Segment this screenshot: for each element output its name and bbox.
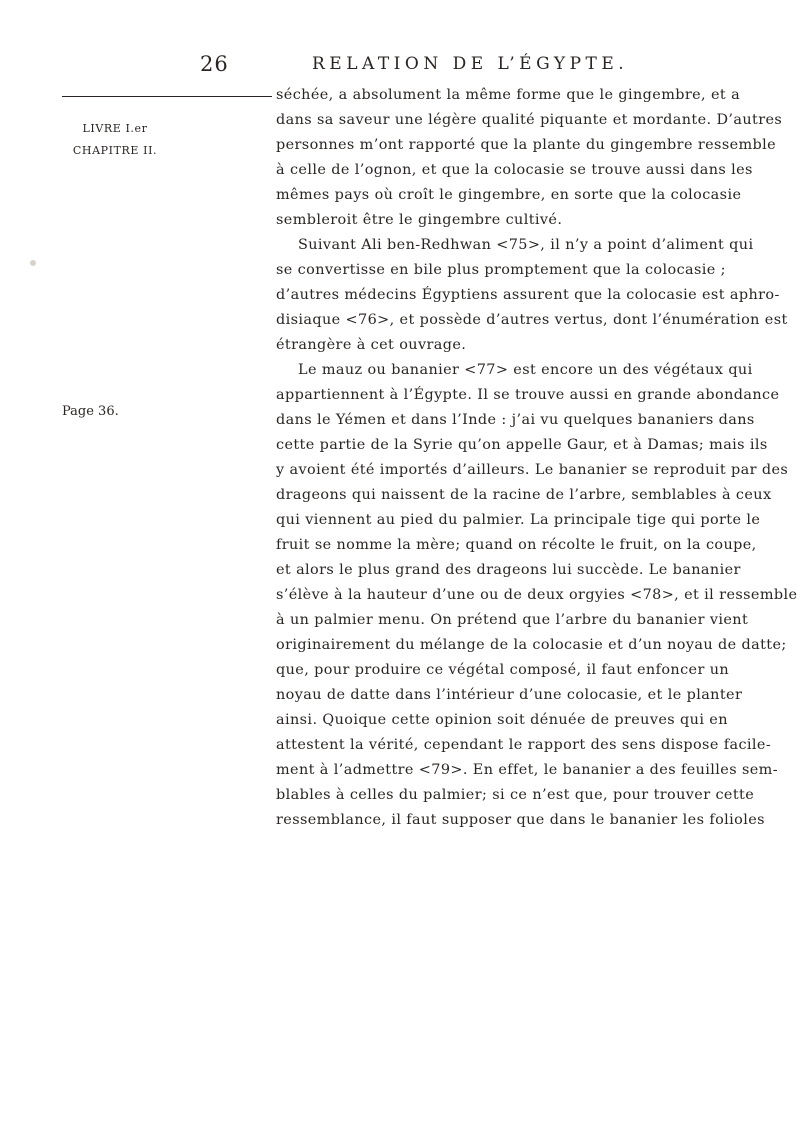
text-line: et alors le plus grand des drageons lui succède. Le bananier [276, 562, 741, 578]
text-line: sembleroit être le gingembre cultivé. [276, 212, 563, 228]
body-text [276, 83, 798, 833]
text-line: fruit se nomme la mère; quand on récolte le fruit, on la coupe, [276, 537, 757, 553]
margin-chapter-note [60, 118, 170, 162]
text-line: personnes m’ont rapporté que la plante du gingembre ressemble [276, 137, 777, 153]
chapter-label: CHAPITRE II. [72, 144, 158, 157]
text-line: mêmes pays où croît le gingembre, en sorte que la colocasie [276, 187, 742, 203]
text-line: que, pour produire ce végétal composé, il faut enfoncer un [276, 662, 730, 678]
text-line: s’élève à la hauteur d’une ou de deux orgyies <78>, et il ressemble [276, 587, 798, 603]
text-line: à un palmier menu. On prétend que l’arbre du bananier vient [276, 612, 749, 628]
text-line: étrangère à cet ouvrage. [276, 337, 467, 353]
running-title: RELATION DE L’ÉGYPTE. [312, 54, 629, 74]
margin-page-reference: Page 36. [62, 404, 119, 419]
text-line: y avoient été importés d’ailleurs. Le bananier se reproduit par des [276, 462, 789, 478]
text-line: drageons qui naissent de la racine de l’arbre, semblables à ceux [276, 487, 772, 503]
text-line: blables à celles du palmier; si ce n’est que, pour trouver cette [276, 787, 755, 803]
text-line: ainsi. Quoique cette opinion soit dénuée de preuves qui en [276, 712, 728, 728]
text-line: d’autres médecins Égyptiens assurent que la colocasie est aphro- [276, 287, 780, 303]
text-line: séchée, a absolument la même forme que le gingembre, et a [276, 87, 741, 103]
text-line: attestent la vérité, cependant le rapport des sens dispose facile- [276, 737, 772, 753]
margin-rule [62, 96, 272, 97]
text-line: originairement du mélange de la colocasie et d’un noyau de datte; [276, 637, 787, 653]
text-line: noyau de datte dans l’intérieur d’une colocasie, et le planter [276, 687, 743, 703]
text-line: ressemblance, il faut supposer que dans le bananier les folioles [276, 812, 765, 828]
text-line: Le mauz ou bananier <77> est encore un des végétaux qui [298, 362, 753, 378]
text-line: appartiennent à l’Égypte. Il se trouve aussi en grande abondance [276, 387, 780, 403]
text-line: ment à l’admettre <79>. En effet, le bananier a des feuilles sem- [276, 762, 778, 778]
book-label: LIVRE I.er [82, 122, 148, 135]
text-line: dans sa saveur une légère qualité piquante et mordante. D’autres [276, 112, 783, 128]
text-line: disiaque <76>, et possède d’autres vertus, dont l’énumération est [276, 312, 788, 328]
page-header [200, 52, 640, 82]
text-line: à celle de l’ognon, et que la colocasie se trouve aussi dans les [276, 162, 753, 178]
text-line: dans le Yémen et dans l’Inde : j’ai vu quelques bananiers dans [276, 412, 755, 428]
text-line: Suivant Ali ben-Redhwan <75>, il n’y a point d’aliment qui [298, 237, 754, 253]
text-line: cette partie de la Syrie qu’on appelle Gaur, et à Damas; mais ils [276, 437, 768, 453]
page-number: 26 [200, 52, 229, 76]
text-line: se convertisse en bile plus promptement que la colocasie ; [276, 262, 726, 278]
paper-stain [30, 260, 36, 266]
text-line: qui viennent au pied du palmier. La principale tige qui porte le [276, 512, 761, 528]
